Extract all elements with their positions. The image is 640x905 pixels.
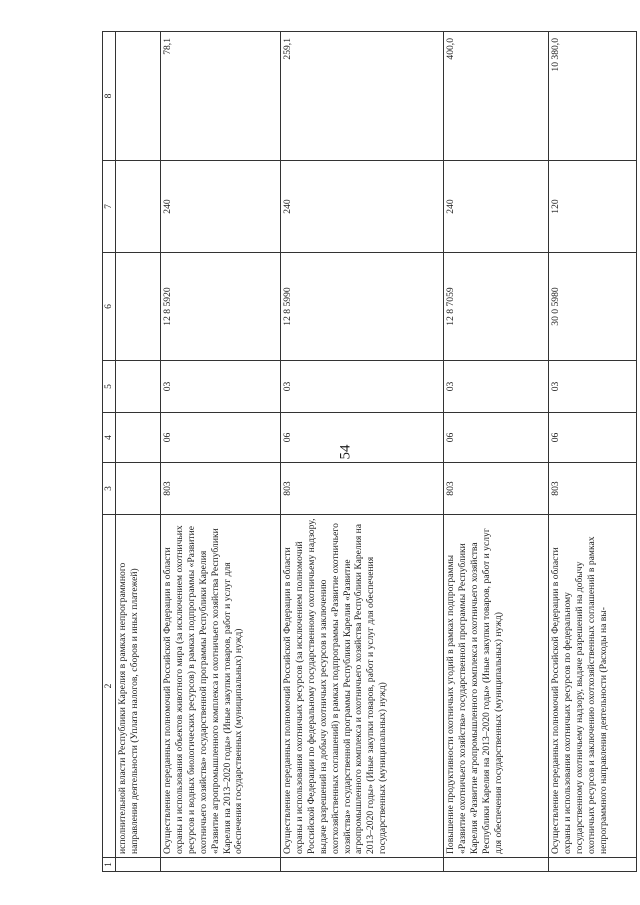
section-code-cell — [116, 413, 161, 463]
row-index-cell — [161, 858, 281, 872]
budget-table — [102, 31, 637, 872]
ministry-code-cell: 803 — [549, 463, 637, 515]
amount-cell: 10 380,0 — [549, 32, 637, 161]
ministry-code-cell: 803 — [444, 463, 549, 515]
section-code-cell: 06 — [444, 413, 549, 463]
table-row — [116, 32, 161, 872]
target-article-cell: 12 8 7059 — [444, 253, 549, 361]
expense-type-cell: 240 — [281, 161, 444, 253]
description-cell: Осуществление переданных полномочий Российской Федерации в области охраны и использования охотничьих ресурсов (за исключением полномочий Российской Федерации по федеральному государственному охотничьему надзору, выдаче разрешений на добычу охотничьих ресурсов и заключению охотхозяйственных соглашений) в рамках подпрограммы «Развитие охотничьего хозяйства» государственной программы Республики Карелия «Развитие агропромышленного комплекса и охотничьего хозяйства Республики Карелия на 2013–2020 годы» (Иные закупки товаров, работ и услуг для обеспечения государственных (муниципальных) нужд) — [281, 515, 444, 858]
table-header-row — [103, 32, 116, 872]
section-code-cell: 06 — [161, 413, 281, 463]
rotated-page — [30, 32, 610, 872]
subsection-code-cell: 03 — [549, 361, 637, 413]
target-article-cell: 12 8 5920 — [161, 253, 281, 361]
ministry-code-cell — [116, 463, 161, 515]
expense-type-cell: 240 — [161, 161, 281, 253]
amount-cell — [116, 32, 161, 161]
ministry-code-cell: 803 — [161, 463, 281, 515]
column-header: 8 — [103, 32, 116, 161]
table-row — [444, 32, 549, 872]
page-number: 54 — [337, 444, 354, 460]
description-cell: Осуществление переданных полномочий Российской Федерации в области охраны и использования объектов животного мира (за исключением охотничьих ресурсов и водных биологических ресурсов) в рамках подпрограммы «Развитие охотничьего хозяйства» государственной программы Республики Карелия «Развитие агропромышленного комплекса и охотничьего хозяйства Республики Карелия на 2013–2020 годы» (Иные закупки товаров, работ и услуг для обеспечения государственных (муниципальных) нужд) — [161, 515, 281, 858]
expense-type-cell: 120 — [549, 161, 637, 253]
expense-type-cell — [116, 161, 161, 253]
subsection-code-cell: 03 — [444, 361, 549, 413]
amount-cell: 78,1 — [161, 32, 281, 161]
description-cell: исполнительной власти Республики Карелия в рамках непрограммного направления деятельности (Уплата налогов, сборов и иных платежей) — [116, 515, 161, 858]
subsection-code-cell: 03 — [161, 361, 281, 413]
table-row — [281, 32, 444, 872]
section-code-cell: 06 — [549, 413, 637, 463]
row-index-cell — [281, 858, 444, 872]
amount-cell: 259,1 — [281, 32, 444, 161]
amount-cell: 400,0 — [444, 32, 549, 161]
column-header: 7 — [103, 161, 116, 253]
table-row — [161, 32, 281, 872]
column-header: 2 — [103, 515, 116, 858]
target-article-cell: 30 0 5980 — [549, 253, 637, 361]
column-header: 1 — [103, 858, 116, 872]
row-index-cell — [549, 858, 637, 872]
column-header: 3 — [103, 463, 116, 515]
ministry-code-cell: 803 — [281, 463, 444, 515]
row-index-cell — [116, 858, 161, 872]
target-article-cell — [116, 253, 161, 361]
column-header: 6 — [103, 253, 116, 361]
expense-type-cell: 240 — [444, 161, 549, 253]
row-index-cell — [444, 858, 549, 872]
description-cell: Повышение продуктивности охотничьих угодий в рамках подпрограммы «Развитие охотничьего хозяйства» государственной программы Республики Карелия «Развитие агропромышленного комплекса и охотничьего хозяйства Республики Карелия на 2013–2020 годы» (Иные закупки товаров, работ и услуг для обеспечения государственных (муниципальных) нужд) — [444, 515, 549, 858]
column-header: 4 — [103, 413, 116, 463]
subsection-code-cell — [116, 361, 161, 413]
column-header: 5 — [103, 361, 116, 413]
description-cell: Осуществление переданных полномочий Российской Федерации в области охраны и использования охотничьих ресурсов по федеральному государственному охотничьему надзору, выдаче разрешений на добычу охотничьих ресурсов и заключению охотхозяйственных соглашений в рамках непрограммного направления деятельности (Расходы на вы- — [549, 515, 637, 858]
section-code-cell: 06 — [281, 413, 444, 463]
target-article-cell: 12 8 5990 — [281, 253, 444, 361]
subsection-code-cell: 03 — [281, 361, 444, 413]
table-row — [549, 32, 637, 872]
